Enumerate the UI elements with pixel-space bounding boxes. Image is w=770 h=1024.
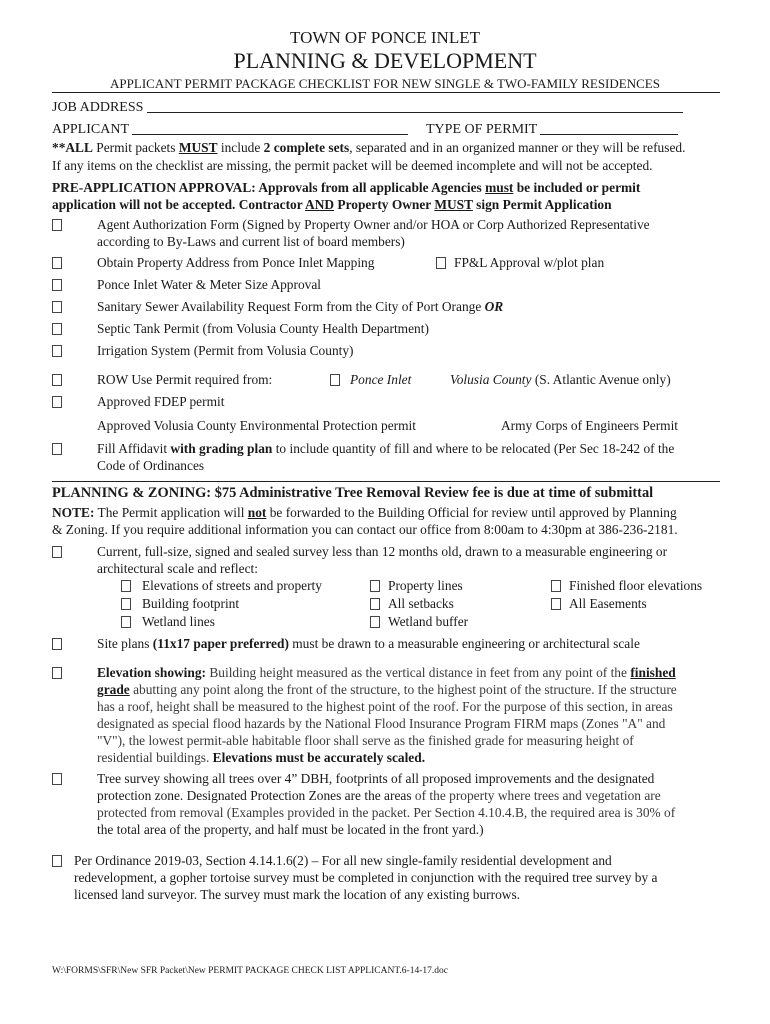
finished-floor-checkbox[interactable] <box>551 580 561 592</box>
section-rule <box>52 481 720 482</box>
pre-app-text: Property Owner <box>334 197 435 212</box>
elevation-line-4: designated as special flood hazards by the National Flood Insurance Program FIRM maps (Zones "A" and <box>97 716 666 731</box>
pre-app-text: PRE-APPLICATION APPROVAL: Approvals from all applicable Agencies <box>52 180 486 195</box>
tree-survey-line-2 <box>97 788 661 804</box>
elevation-line-1 <box>97 665 676 681</box>
department-title: PLANNING & DEVELOPMENT <box>233 48 537 73</box>
applicant-field[interactable] <box>52 122 408 138</box>
property-lines-checkbox[interactable] <box>370 580 380 592</box>
checklist-subtitle: APPLICANT PERMIT PACKAGE CHECKLIST FOR NEW SINGLE & TWO-FAMILY RESIDENCES <box>110 76 660 91</box>
setbacks-item: All setbacks <box>388 596 454 611</box>
survey-checkbox[interactable] <box>52 546 62 558</box>
footer-file-path: W:\FORMS\SFR\New SFR Packet\New PERMIT PACKAGE CHECK LIST APPLICANT.6-14-17.doc <box>52 966 448 976</box>
wetland-buffer-item: Wetland buffer <box>388 614 469 629</box>
row-ponce-inlet-option: Ponce Inlet <box>350 372 412 387</box>
row-volusia-note: (S. Atlantic Avenue only) <box>531 372 671 387</box>
intro-must: MUST <box>178 140 218 155</box>
intro-text: , separated and in an organized manner or they will be refused. <box>349 140 686 155</box>
sewer-checkbox[interactable] <box>52 301 62 313</box>
applicant-label: APPLICANT <box>52 122 129 137</box>
sewer-or: OR <box>484 299 504 314</box>
tree-survey-line-4: the total area of the property, and half must be located in the front yard.) <box>97 822 484 837</box>
water-meter-checkbox[interactable] <box>52 279 62 291</box>
elevation-checkbox[interactable] <box>52 667 62 679</box>
intro-sets: 2 complete sets <box>263 140 350 155</box>
intro-text: include <box>217 140 264 155</box>
row-permit-checkbox[interactable] <box>52 374 62 386</box>
site-plans-item <box>97 636 640 652</box>
site-plans-text: Site plans <box>97 636 153 651</box>
fill-affidavit-line-1 <box>97 441 674 457</box>
header-rule <box>52 92 720 93</box>
type-of-permit-line[interactable] <box>540 122 678 135</box>
intro-text: Permit packets <box>92 140 179 155</box>
volusia-env-item: Approved Volusia County Environmental Protection permit <box>97 418 416 433</box>
type-of-permit-field[interactable] <box>426 122 678 138</box>
setbacks-checkbox[interactable] <box>370 598 380 610</box>
elevation-grade: grade <box>97 682 130 697</box>
septic-item: Septic Tank Permit (from Volusia County Health Department) <box>97 321 429 336</box>
ordinance-line-2: redevelopment, a gopher tortoise survey must be completed in conjunction with the required tree survey by a <box>74 870 658 885</box>
ordinance-checkbox[interactable] <box>52 855 62 867</box>
easements-item: All Easements <box>569 596 647 611</box>
property-lines-item: Property lines <box>388 578 463 593</box>
fill-affidavit-checkbox[interactable] <box>52 443 62 455</box>
pre-app-heading-1 <box>52 180 640 196</box>
intro-line-1 <box>52 140 685 156</box>
finished-floor-item: Finished floor elevations <box>569 578 703 593</box>
wetland-lines-item: Wetland lines <box>142 614 215 629</box>
elevation-text: abutting any point along the front of the structure, to the highest point of the structure. If the structure <box>129 682 677 697</box>
tree-survey-line-3: protected from removal (Examples provided in the packet. Per Section 4.10.4.B, the required area is 30% of <box>97 805 676 820</box>
fill-text: Fill Affidavit <box>97 441 171 456</box>
tree-text: of the property where trees and vegetation are <box>411 788 661 803</box>
site-plans-checkbox[interactable] <box>52 638 62 650</box>
applicant-line[interactable] <box>132 122 408 135</box>
elevation-text: residential buildings. <box>97 750 213 765</box>
tree-survey-checkbox[interactable] <box>52 773 62 785</box>
septic-checkbox[interactable] <box>52 323 62 335</box>
water-meter-item: Ponce Inlet Water & Meter Size Approval <box>97 277 322 292</box>
agent-authorization-line-2: according to By-Laws and current list of board members) <box>97 234 405 249</box>
row-permit-item: ROW Use Permit required from: <box>97 372 273 387</box>
pz-heading: PLANNING & ZONING: $75 Administrative Tree Removal Review fee is due at time of submittal <box>52 485 654 501</box>
pre-app-must: MUST <box>434 197 473 212</box>
pz-note-text: The Permit application will <box>94 505 248 520</box>
pre-app-heading-2 <box>52 197 612 213</box>
town-title: TOWN OF PONCE INLET <box>290 28 480 47</box>
pz-note-not: not <box>247 505 267 520</box>
job-address-field[interactable] <box>52 100 683 116</box>
elevation-line-3: has a roof, height shall be measured to the highest point of the roof. For the purpose of this section, in areas <box>97 699 673 714</box>
fill-affidavit-line-2: Code of Ordinances <box>97 458 205 473</box>
pz-note-label: NOTE: <box>52 505 95 520</box>
footprint-item: Building footprint <box>142 596 240 611</box>
fdep-checkbox[interactable] <box>52 396 62 408</box>
pre-app-must: must <box>485 180 514 195</box>
fill-grading-plan: with grading plan <box>170 441 273 456</box>
elevation-line-5: "V"), the lowest permit-able habitable floor shall serve as the finished grade for measuring height of <box>97 733 634 748</box>
survey-line-2: architectural scale and reflect: <box>97 561 258 576</box>
job-address-line[interactable] <box>147 100 683 113</box>
pre-app-text: sign Permit Application <box>472 197 612 212</box>
fpl-approval-item: FP&L Approval w/plot plan <box>454 255 605 270</box>
tree-survey-line-1: Tree survey showing all trees over 4” DBH, footprints of all proposed improvements and the designated <box>97 771 655 786</box>
job-address-label: JOB ADDRESS <box>52 100 144 115</box>
fpl-approval-checkbox[interactable] <box>436 257 446 269</box>
fill-text: to include quantity of fill and where to be relocated (Per Sec 18-242 of the <box>272 441 675 456</box>
row-volusia-option <box>450 372 671 388</box>
wetland-buffer-checkbox[interactable] <box>370 616 380 628</box>
ordinance-line-3: licensed land surveyor. The survey must mark the location of any existing burrows. <box>74 887 521 902</box>
footprint-checkbox[interactable] <box>121 598 131 610</box>
irrigation-item: Irrigation System (Permit from Volusia County) <box>97 343 354 358</box>
wetland-lines-checkbox[interactable] <box>121 616 131 628</box>
ordinance-line-1: Per Ordinance 2019-03, Section 4.14.1.6(2) – For all new single-family residential development and <box>74 853 612 868</box>
elevation-label: Elevation showing: <box>97 665 207 680</box>
elevation-line-2 <box>97 682 677 698</box>
site-plans-text: must be drawn to a measurable engineering or architectural scale <box>288 636 640 651</box>
site-plans-paper: (11x17 paper preferred) <box>152 636 289 651</box>
pz-note-line-1 <box>52 505 677 521</box>
fdep-item: Approved FDEP permit <box>97 394 225 409</box>
elevation-finished: finished <box>630 665 676 680</box>
army-corps-item: Army Corps of Engineers Permit <box>501 418 679 433</box>
sewer-text: Sanitary Sewer Availability Request Form from the City of Port Orange <box>97 299 485 314</box>
irrigation-checkbox[interactable] <box>52 345 62 357</box>
pz-note-text: be forwarded to the Building Official for review until approved by Planning <box>266 505 677 520</box>
intro-all: **ALL <box>52 140 93 155</box>
pre-app-text: application will not be accepted. Contractor <box>52 197 306 212</box>
easements-checkbox[interactable] <box>551 598 561 610</box>
pre-app-text: be included or permit <box>513 180 641 195</box>
agent-authorization-checkbox[interactable] <box>52 219 62 231</box>
pz-note-line-2: & Zoning. If you require additional information you can contact our office from 8:00am to 4:30pm at 386-236-2181. <box>52 522 678 537</box>
type-of-permit-label: TYPE OF PERMIT <box>426 122 537 137</box>
property-address-item: Obtain Property Address from Ponce Inlet Mapping <box>97 255 375 270</box>
elevation-scaled: Elevations must be accurately scaled. <box>212 750 426 765</box>
pre-app-and: AND <box>305 197 335 212</box>
elevation-text: Building height measured as the vertical distance in feet from any point of the <box>206 665 631 680</box>
survey-line-1: Current, full-size, signed and sealed survey less than 12 months old, drawn to a measurable engineering or <box>97 544 668 559</box>
elevation-line-6 <box>97 750 425 766</box>
sewer-item <box>97 299 503 315</box>
property-address-checkbox[interactable] <box>52 257 62 269</box>
row-ponce-inlet-checkbox[interactable] <box>330 374 340 386</box>
row-volusia-label: Volusia County <box>450 372 532 387</box>
elev-streets-item: Elevations of streets and property <box>142 578 322 593</box>
agent-authorization-line-1: Agent Authorization Form (Signed by Property Owner and/or HOA or Corp Authorized Representative <box>97 217 650 232</box>
elev-streets-checkbox[interactable] <box>121 580 131 592</box>
intro-line-2: If any items on the checklist are missing, the permit packet will be deemed incomplete and will not be accepted. <box>52 158 653 173</box>
tree-text: protection zone. Designated Protection Zones are the areas <box>97 788 412 803</box>
